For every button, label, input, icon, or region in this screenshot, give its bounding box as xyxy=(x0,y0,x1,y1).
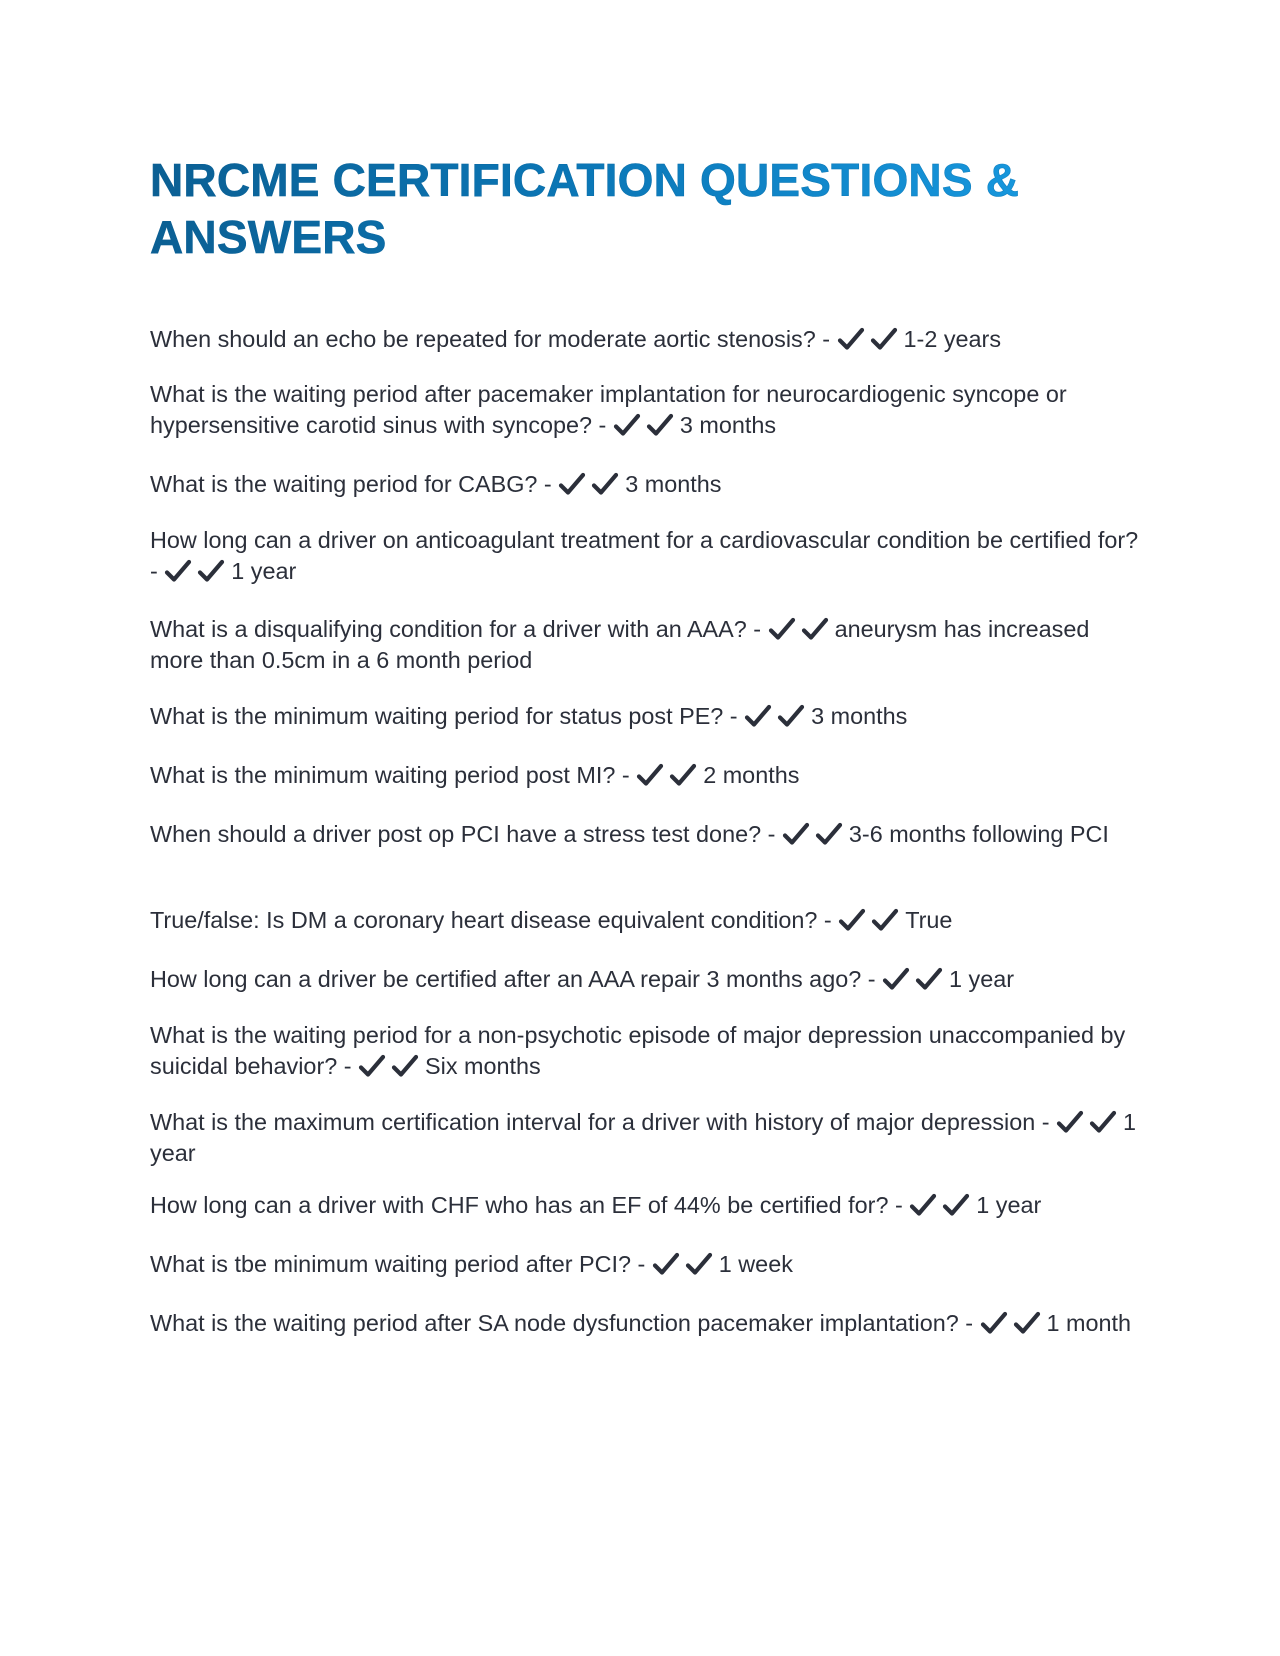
checkmark-icon xyxy=(838,908,866,932)
checkmark-icon xyxy=(871,908,899,932)
qa-item xyxy=(150,324,1140,355)
question-text: When should a driver post op PCI have a stress test done? - xyxy=(150,821,782,847)
answer-text: 3-6 months following PCI xyxy=(848,821,1109,847)
question-text: What is the waiting period for a non-psychotic episode of major depression unaccompanied by suicidal behavior? - xyxy=(150,1022,1126,1079)
question-text: When should an echo be repeated for moderate aortic stenosis? - xyxy=(150,326,837,352)
checkmark-icon xyxy=(391,1054,419,1078)
answer-text: 3 months xyxy=(811,703,908,729)
checkmark-icon xyxy=(837,327,865,351)
checkmark-icon xyxy=(915,967,943,991)
answer-text: 3 months xyxy=(625,471,722,497)
checkmark-icon xyxy=(1056,1110,1084,1134)
question-text: What is the maximum certification interval for a driver with history of major depression - xyxy=(150,1109,1057,1135)
checkmark-icon xyxy=(558,472,586,496)
checkmark-icon xyxy=(768,617,796,641)
answer-text: 2 months xyxy=(703,762,800,788)
question-text: How long can a driver on anticoagulant treatment for a cardiovascular condition be certified for? - xyxy=(150,527,1139,584)
checkmark-icon xyxy=(591,472,619,496)
question-text: How long can a driver with CHF who has an EF of 44% be certified for? - xyxy=(150,1192,910,1218)
question-text: What is the waiting period for CABG? - xyxy=(150,471,559,497)
checkmark-icon xyxy=(358,1054,386,1078)
qa-item xyxy=(150,469,1140,500)
checkmark-icon xyxy=(882,967,910,991)
checkmark-icon xyxy=(1089,1110,1117,1134)
qa-item xyxy=(150,1020,1140,1082)
checkmark-icon xyxy=(782,822,810,846)
checkmark-icon xyxy=(685,1252,713,1276)
qa-item xyxy=(150,525,1140,587)
question-text: True/false: Is DM a coronary heart disease equivalent condition? - xyxy=(150,907,839,933)
checkmark-icon xyxy=(777,704,805,728)
qa-item xyxy=(150,905,1140,936)
answer-text: 1 year xyxy=(949,966,1015,992)
checkmark-icon xyxy=(636,763,664,787)
checkmark-icon xyxy=(613,413,641,437)
answer-text: True xyxy=(905,907,953,933)
answer-text: 1 week xyxy=(718,1251,793,1277)
question-text: What is the waiting period after pacemaker implantation for neurocardiogenic syncope or hypersensitive carotid sinus with syncope? - xyxy=(150,381,1067,438)
answer-text: 1-2 years xyxy=(903,326,1002,352)
qa-item xyxy=(150,1308,1140,1339)
qa-item xyxy=(150,1107,1140,1169)
checkmark-icon xyxy=(1013,1311,1041,1335)
checkmark-icon xyxy=(669,763,697,787)
answer-text: 1 year xyxy=(150,1109,1137,1166)
checkmark-icon xyxy=(197,559,225,583)
question-text: What is tbe minimum waiting period after PCI? - xyxy=(150,1251,652,1277)
checkmark-icon xyxy=(870,327,898,351)
question-text: What is the minimum waiting period for status post PE? - xyxy=(150,703,745,729)
qa-item xyxy=(150,964,1140,995)
qa-item xyxy=(150,379,1140,441)
document-title: NRCME CERTIFICATION QUESTIONS & ANSWERS xyxy=(150,152,1150,266)
question-text: How long can a driver be certified after an AAA repair 3 months ago? - xyxy=(150,966,883,992)
answer-text: aneurysm has increased more than 0.5cm in a 6 month period xyxy=(150,616,1090,673)
qa-item xyxy=(150,1190,1140,1221)
checkmark-icon xyxy=(815,822,843,846)
question-text: What is the minimum waiting period post MI? - xyxy=(150,762,637,788)
answer-text: 1 year xyxy=(976,1192,1042,1218)
checkmark-icon xyxy=(801,617,829,641)
answer-text: 1 month xyxy=(1046,1310,1132,1336)
checkmark-icon xyxy=(980,1311,1008,1335)
answer-text: 1 year xyxy=(231,558,297,584)
question-text: What is a disqualifying condition for a driver with an AAA? - xyxy=(150,616,768,642)
checkmark-icon xyxy=(652,1252,680,1276)
checkmark-icon xyxy=(646,413,674,437)
qa-item xyxy=(150,614,1140,676)
qa-item xyxy=(150,760,1140,791)
qa-item xyxy=(150,1249,1140,1280)
checkmark-icon xyxy=(164,559,192,583)
question-text: What is the waiting period after SA node dysfunction pacemaker implantation? - xyxy=(150,1310,980,1336)
answer-text: 3 months xyxy=(679,412,777,438)
qa-item xyxy=(150,819,1140,850)
answer-text: Six months xyxy=(425,1053,541,1079)
checkmark-icon xyxy=(942,1193,970,1217)
checkmark-icon xyxy=(909,1193,937,1217)
checkmark-icon xyxy=(744,704,772,728)
qa-item xyxy=(150,701,1140,732)
